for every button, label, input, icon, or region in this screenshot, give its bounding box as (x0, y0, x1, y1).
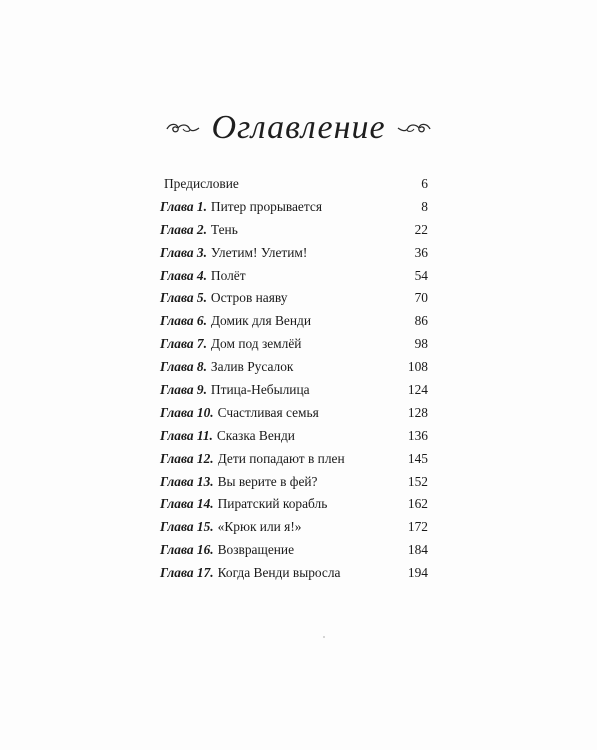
chapter-title: Домик для Венди (210, 313, 312, 329)
flourish-icon (396, 120, 432, 136)
toc-entry-chapter-17 (160, 565, 428, 588)
page-number: 128 (407, 404, 428, 420)
toc-entry-chapter-5 (160, 290, 428, 313)
page-number: 22 (414, 221, 428, 237)
toc-entry-chapter-13 (160, 474, 428, 497)
chapter-title: Счастливая семья (217, 404, 319, 420)
chapter-title: Птица-Небылица (210, 382, 310, 398)
chapter-title: Тень (210, 221, 238, 237)
chapter-label: Глава 6. (160, 313, 207, 329)
page-number: 6 (421, 176, 428, 191)
table-of-contents (160, 176, 428, 588)
chapter-title: Пиратский корабль (217, 496, 328, 512)
page-number: 36 (414, 244, 428, 260)
chapter-label: Глава 16. (160, 542, 214, 558)
page-title: Оглавление (211, 109, 386, 146)
chapter-label: Глава 10. (160, 404, 214, 420)
chapter-title: Улетим! Улетим! (210, 244, 308, 260)
page-number: 98 (414, 336, 428, 352)
toc-entry-chapter-11 (160, 428, 428, 451)
chapter-label: Глава 4. (160, 267, 207, 283)
toc-entry-chapter-2 (160, 222, 428, 245)
toc-entry-chapter-4 (160, 268, 428, 291)
chapter-label: Глава 13. (160, 473, 214, 489)
chapter-label: Глава 15. (160, 519, 214, 535)
chapter-label: Глава 12. (160, 450, 214, 466)
chapter-title: Залив Русалок (210, 359, 294, 375)
chapter-title: Сказка Венди (216, 427, 295, 443)
page-number: 152 (407, 473, 428, 489)
chapter-label: Глава 9. (160, 382, 207, 398)
chapter-title: Когда Венди выросла (217, 565, 341, 581)
chapter-label: Глава 2. (160, 221, 207, 237)
chapter-title: Полёт (210, 267, 246, 283)
page-number: 108 (407, 359, 428, 375)
page-number: 172 (407, 519, 428, 535)
toc-entry-chapter-1 (160, 199, 428, 222)
page-number: 86 (414, 313, 428, 329)
chapter-title: Дети попадают в плен (217, 450, 345, 466)
chapter-title: Вы верите в фей? (217, 473, 318, 489)
chapter-title: Остров наяву (210, 290, 288, 306)
toc-entry-preface (160, 176, 428, 199)
chapter-label: Глава 17. (160, 565, 214, 581)
toc-entry-chapter-12 (160, 451, 428, 474)
chapter-label: Глава 7. (160, 336, 207, 352)
chapter-title: Питер прорывается (210, 198, 322, 214)
toc-entry-chapter-10 (160, 405, 428, 428)
page-number: 145 (407, 450, 428, 466)
chapter-label: Глава 8. (160, 359, 207, 375)
page-number: 162 (407, 496, 428, 512)
toc-entry-chapter-15 (160, 519, 428, 542)
page-number: 124 (407, 382, 428, 398)
chapter-label: Глава 3. (160, 244, 207, 260)
toc-entry-chapter-14 (160, 496, 428, 519)
paper-speck (323, 636, 325, 638)
chapter-title: Возвращение (217, 542, 295, 558)
page-number: 54 (414, 267, 428, 283)
toc-entry-chapter-6 (160, 313, 428, 336)
toc-entry-chapter-7 (160, 336, 428, 359)
page-number: 184 (407, 542, 428, 558)
flourish-icon (165, 120, 201, 136)
chapter-title: Предисловие (164, 176, 239, 191)
chapter-title: Дом под землёй (210, 336, 302, 352)
chapter-label: Глава 5. (160, 290, 207, 306)
toc-entry-chapter-8 (160, 359, 428, 382)
page-number: 194 (407, 565, 428, 581)
page-number: 8 (421, 198, 428, 214)
toc-entry-chapter-16 (160, 542, 428, 565)
contents-heading (0, 108, 597, 148)
page-number: 136 (407, 427, 428, 443)
chapter-label: Глава 11. (160, 427, 213, 443)
chapter-label: Глава 1. (160, 198, 207, 214)
toc-entry-chapter-3 (160, 245, 428, 268)
toc-entry-chapter-9 (160, 382, 428, 405)
page-number: 70 (414, 290, 428, 306)
chapter-title: «Крюк или я!» (217, 519, 302, 535)
chapter-label: Глава 14. (160, 496, 214, 512)
